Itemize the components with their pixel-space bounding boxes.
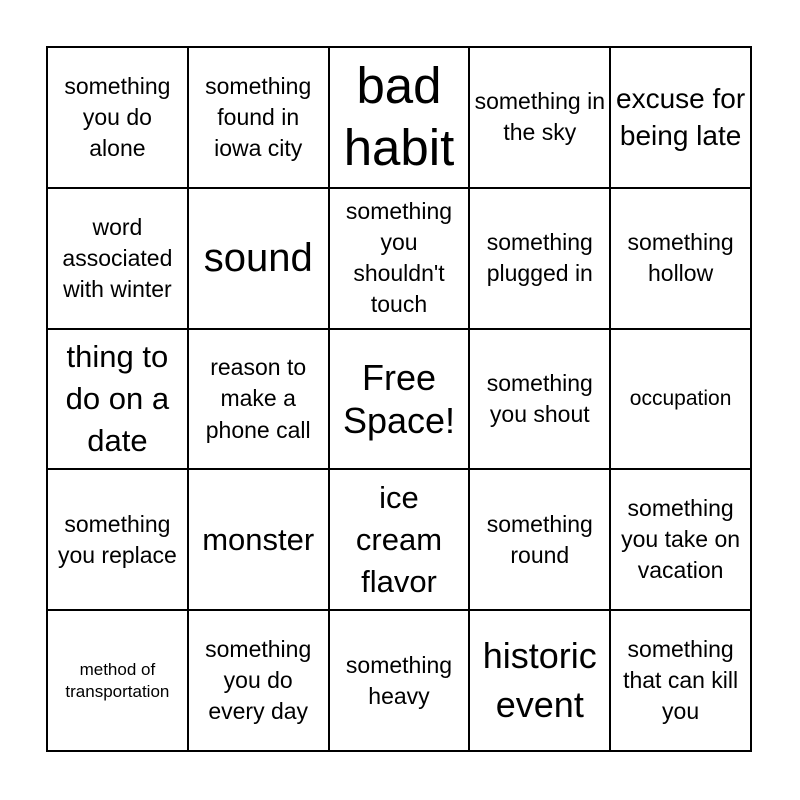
bingo-cell-text: something in the sky — [474, 88, 605, 146]
bingo-cell-r4c4[interactable] — [470, 470, 611, 611]
bingo-cell-r2c4[interactable] — [470, 189, 611, 330]
bingo-cell-r5c1[interactable] — [48, 611, 189, 752]
bingo-cell-text: something heavy — [345, 651, 453, 709]
bingo-cell-r3c1[interactable] — [48, 330, 189, 471]
bingo-cell-r5c4[interactable] — [470, 611, 611, 752]
bingo-cell-r3c4[interactable] — [470, 330, 611, 471]
bingo-cell-text: something you do every day — [205, 636, 312, 725]
bingo-cell-r4c5[interactable] — [611, 470, 752, 611]
bingo-cell-r2c5[interactable] — [611, 189, 752, 330]
bingo-cell-r3c2[interactable] — [189, 330, 330, 471]
free-space-text: Free Space! — [342, 356, 456, 441]
bingo-board — [46, 46, 752, 752]
bingo-cell-text: reason to make a phone call — [205, 354, 311, 443]
bingo-cell-text: bad habit — [343, 57, 455, 177]
bingo-cell-text: something you take on vacation — [621, 495, 741, 584]
bingo-cell-text: historic event — [482, 635, 597, 725]
bingo-cell-text: something you do alone — [64, 72, 171, 161]
bingo-cell-text: something you replace — [57, 510, 177, 568]
bingo-cell-r2c1[interactable] — [48, 189, 189, 330]
bingo-cell-r5c3[interactable] — [330, 611, 471, 752]
bingo-cell-text: word associated with winter — [62, 213, 173, 302]
bingo-cell-text: something that can kill you — [623, 636, 739, 725]
bingo-cell-text: excuse for being late — [616, 82, 746, 152]
bingo-cell-text: monster — [202, 521, 315, 557]
bingo-cell-r3c5[interactable] — [611, 330, 752, 471]
bingo-cell-text: thing to do on a date — [65, 339, 170, 458]
bingo-cell-r1c3[interactable] — [330, 48, 471, 189]
bingo-cell-r1c1[interactable] — [48, 48, 189, 189]
bingo-cell-text: something round — [486, 510, 593, 568]
bingo-cell-r4c3[interactable] — [330, 470, 471, 611]
bingo-cell-r5c5[interactable] — [611, 611, 752, 752]
bingo-cell-r1c5[interactable] — [611, 48, 752, 189]
bingo-cell-r1c2[interactable] — [189, 48, 330, 189]
bingo-cell-text: something you shout — [486, 369, 593, 427]
bingo-cell-text: method of transportation — [65, 659, 170, 701]
bingo-cell-r2c2[interactable] — [189, 189, 330, 330]
free-space-cell[interactable] — [330, 330, 471, 471]
bingo-cell-r5c2[interactable] — [189, 611, 330, 752]
bingo-cell-text: ice cream flavor — [355, 480, 443, 599]
bingo-cell-r1c4[interactable] — [470, 48, 611, 189]
bingo-cell-text: something found in iowa city — [205, 72, 312, 161]
bingo-cell-r2c3[interactable] — [330, 189, 471, 330]
bingo-cell-text: something hollow — [627, 229, 734, 287]
bingo-cell-text: something plugged in — [486, 229, 593, 287]
bingo-cell-r4c2[interactable] — [189, 470, 330, 611]
bingo-cell-text: something you shouldn't touch — [345, 198, 453, 318]
bingo-cell-text: sound — [203, 236, 313, 281]
bingo-cell-text: occupation — [629, 386, 732, 410]
bingo-cell-r4c1[interactable] — [48, 470, 189, 611]
